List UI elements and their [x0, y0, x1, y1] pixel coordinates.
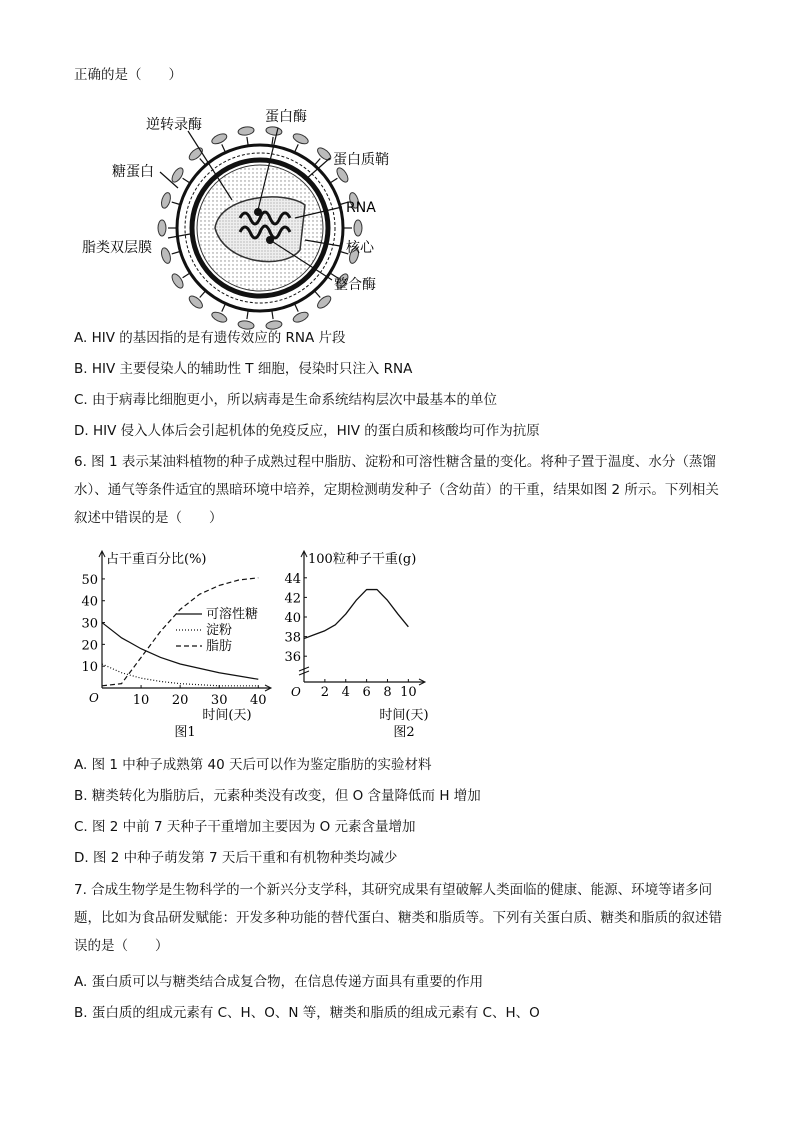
y-tick-label: 10 — [81, 660, 98, 676]
label-integrase: 整合酶 — [334, 277, 376, 293]
x-tick-label: 2 — [320, 685, 330, 700]
label-capsid: 蛋白质鞘 — [333, 152, 389, 168]
q6-option-a: A. 图 1 中种子成熟第 40 天后可以作为鉴定脂肪的实验材料 — [74, 757, 432, 773]
y-axis-label: 100粒种子干重(g) — [308, 552, 417, 567]
glycoprotein-knob — [158, 220, 166, 236]
x-tick-label: 10 — [132, 693, 150, 708]
x-tick-label: 20 — [171, 693, 189, 708]
y-tick-label: 36 — [284, 650, 301, 666]
q7-option-b: B. 蛋白质的组成元素有 C、H、O、N 等，糖类和脂质的组成元素有 C、H、O — [74, 1005, 540, 1021]
chart-title: 图2 — [393, 725, 415, 738]
y-tick-label: 42 — [284, 591, 301, 607]
question-5-tail: 正确的是（ ） — [74, 67, 182, 83]
glycoprotein-knob — [316, 146, 333, 163]
label-reverse-transcriptase: 逆转录酶 — [146, 117, 202, 133]
origin-label: O — [291, 685, 301, 699]
glycoprotein-knob — [187, 146, 204, 163]
x-tick-label: 4 — [341, 685, 350, 700]
y-tick-label: 50 — [81, 572, 98, 588]
glycoprotein-knob — [210, 310, 228, 324]
label-protease: 蛋白酶 — [265, 109, 307, 125]
x-tick-label: 8 — [383, 685, 392, 700]
glycoprotein-knob — [354, 220, 362, 236]
y-tick-label: 40 — [284, 611, 301, 626]
q5-option-a: A. HIV 的基因指的是有遗传效应的 RNA 片段 — [74, 330, 346, 346]
y-tick-label: 38 — [284, 630, 301, 646]
glycoprotein-knob — [265, 126, 282, 136]
series-line-0 — [102, 623, 258, 680]
glycoprotein-knob — [170, 272, 185, 290]
y-tick-label: 44 — [284, 571, 301, 587]
glycoprotein-knob — [335, 166, 350, 184]
q6-option-d: D. 图 2 中种子萌发第 7 天后干重和有机物种类均减少 — [74, 850, 398, 866]
glycoprotein-knob — [170, 166, 185, 184]
chart-figure-1 — [80, 548, 280, 738]
series-line-0 — [304, 590, 408, 639]
q7-option-a: A. 蛋白质可以与糖类结合成复合物，在信息传递方面具有重要的作用 — [74, 974, 484, 990]
glycoprotein-knob — [160, 247, 172, 265]
glycoprotein-knob — [187, 294, 204, 311]
q5-option-d: D. HIV 侵入人体后会引起机体的免疫反应，HIV 的蛋白质和核酸均可作为抗原 — [74, 423, 540, 439]
legend-label-2: 脂肪 — [206, 639, 233, 654]
x-axis-label: 时间(天) — [379, 708, 429, 723]
glycoprotein-knob — [160, 192, 172, 210]
origin-label: O — [89, 691, 99, 705]
glycoprotein-knob — [210, 132, 228, 146]
x-axis-label: 时间(天) — [202, 708, 252, 723]
label-rna: RNA — [346, 200, 376, 216]
glycoprotein-knob — [316, 294, 333, 311]
x-tick-label: 10 — [400, 685, 417, 700]
q6-option-b: B. 糖类转化为脂肪后，元素种类没有改变，但 O 含量降低而 H 增加 — [74, 788, 481, 804]
label-core: 核心 — [346, 240, 374, 256]
label-glycoprotein: 糖蛋白 — [112, 164, 154, 180]
x-tick-label: 30 — [210, 693, 228, 708]
legend-label-0: 可溶性糖 — [206, 607, 259, 622]
y-tick-label: 20 — [81, 638, 98, 654]
glycoprotein-knob — [292, 310, 310, 324]
x-tick-label: 40 — [250, 693, 267, 708]
q5-option-b: B. HIV 主要侵染人的辅助性 T 细胞，侵染时只注入 RNA — [74, 361, 413, 377]
question-7-stem: 7. 合成生物学是生物科学的一个新兴分支学科，其研究成果有望破解人类面临的健康、能源、环境等诸多问题，比如为食品研发赋能：开发多种功能的替代蛋白、糖类和脂质等。下列有关蛋白质、糖类和脂质的叙述错误的是（ ） — [74, 882, 722, 954]
glycoprotein-knob — [238, 126, 255, 136]
label-lipid-bilayer: 脂类双层膜 — [82, 240, 152, 256]
y-tick-label: 30 — [81, 616, 98, 632]
question-6-stem: 6. 图 1 表示某油料植物的种子成熟过程中脂肪、淀粉和可溶性糖含量的变化。将种子置于温度、水分（蒸馏水）、通气等条件适宜的黑暗环境中培养，定期检测萌发种子（含幼苗）的干重，结果如图 2 所示。下列相关叙述中错误的是（ ） — [74, 454, 719, 526]
q5-option-c: C. 由于病毒比细胞更小，所以病毒是生命系统结构层次中最基本的单位 — [74, 392, 498, 408]
chart-figure-2 — [284, 548, 434, 738]
y-axis-label: 占干重百分比(%) — [106, 552, 207, 567]
series-line-2 — [102, 578, 258, 686]
chart-title: 图1 — [174, 725, 196, 738]
glycoprotein-knob — [292, 132, 310, 146]
x-tick-label: 6 — [362, 685, 371, 700]
q6-option-c: C. 图 2 中前 7 天种子干重增加主要因为 O 元素含量增加 — [74, 819, 416, 835]
y-tick-label: 40 — [81, 594, 98, 610]
legend-label-1: 淀粉 — [206, 623, 233, 638]
